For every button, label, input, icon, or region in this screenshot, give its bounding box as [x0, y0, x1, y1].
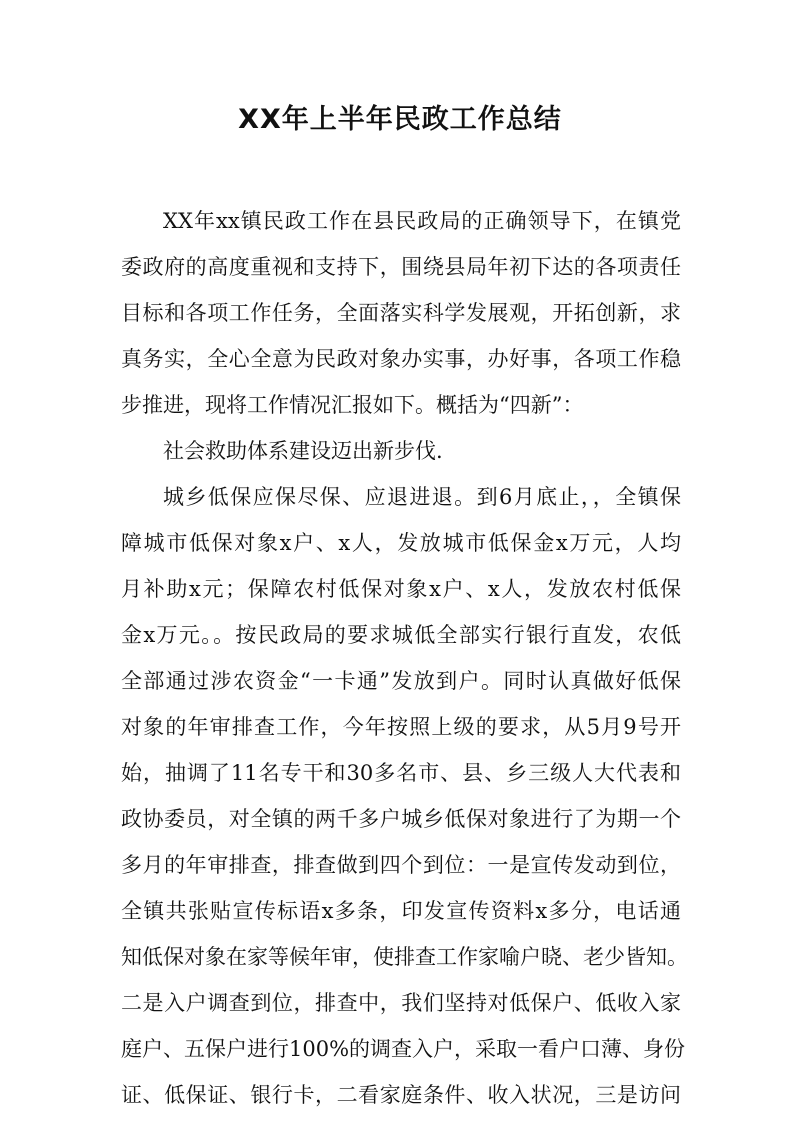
paragraph-line: 全部通过涉农资金“一卡通”发放到户。同时认真做好低保	[121, 669, 681, 693]
paragraph-line: 障城市低保对象x户、x人，发放城市低保金x万元，人均	[121, 531, 681, 555]
paragraph-line: 二是入户调查到位，排查中，我们坚持对低保户、低收入家	[121, 991, 681, 1015]
paragraph-line: 始，抽调了11名专干和30多名市、县、乡三级人大代表和	[121, 761, 681, 785]
paragraph-line: 城乡低保应保尽保、应退进退。到6月底止，，全镇保	[163, 485, 681, 509]
paragraph-line: 知低保对象在家等候年审，使排查工作家喻户晓、老少皆知。	[121, 945, 688, 969]
paragraph-line: 对象的年审排查工作，今年按照上级的要求，从5月9号开	[121, 715, 681, 739]
paragraph-line: 真务实，全心全意为民政对象办实事，办好事，各项工作稳	[121, 347, 681, 371]
paragraph-line: 证、低保证、银行卡，二看家庭条件、收入状况，三是访问	[121, 1083, 681, 1107]
paragraph-line: 月补助x元；保障农村低保对象x户、x人，发放农村低保	[121, 577, 681, 601]
paragraph-line: 金x万元。。按民政局的要求城低全部实行银行直发，农低	[121, 623, 681, 647]
paragraph-line: 委政府的高度重视和支持下，围绕县局年初下达的各项责任	[121, 255, 681, 279]
paragraph-line: 步推进，现将工作情况汇报如下。概括为“四新”：	[121, 393, 584, 417]
section-heading: 社会救助体系建设迈出新步伐.	[163, 439, 443, 463]
paragraph-line: XX年xx镇民政工作在县民政局的正确领导下，在镇党	[163, 209, 681, 233]
paragraph-line: 多月的年审排查，排查做到四个到位：一是宣传发动到位，	[121, 853, 681, 877]
paragraph-line: 庭户、五保户进行100%的调查入户，采取一看户口薄、身份	[121, 1037, 686, 1061]
paragraph-line: 目标和各项工作任务，全面落实科学发展观，开拓创新，求	[121, 301, 681, 325]
paragraph-line: 全镇共张贴宣传标语x多条，印发宣传资料x多分，电话通	[121, 899, 681, 923]
paragraph-line: 政协委员，对全镇的两千多户城乡低保对象进行了为期一个	[121, 807, 681, 831]
document-title: XX年上半年民政工作总结	[238, 104, 562, 135]
